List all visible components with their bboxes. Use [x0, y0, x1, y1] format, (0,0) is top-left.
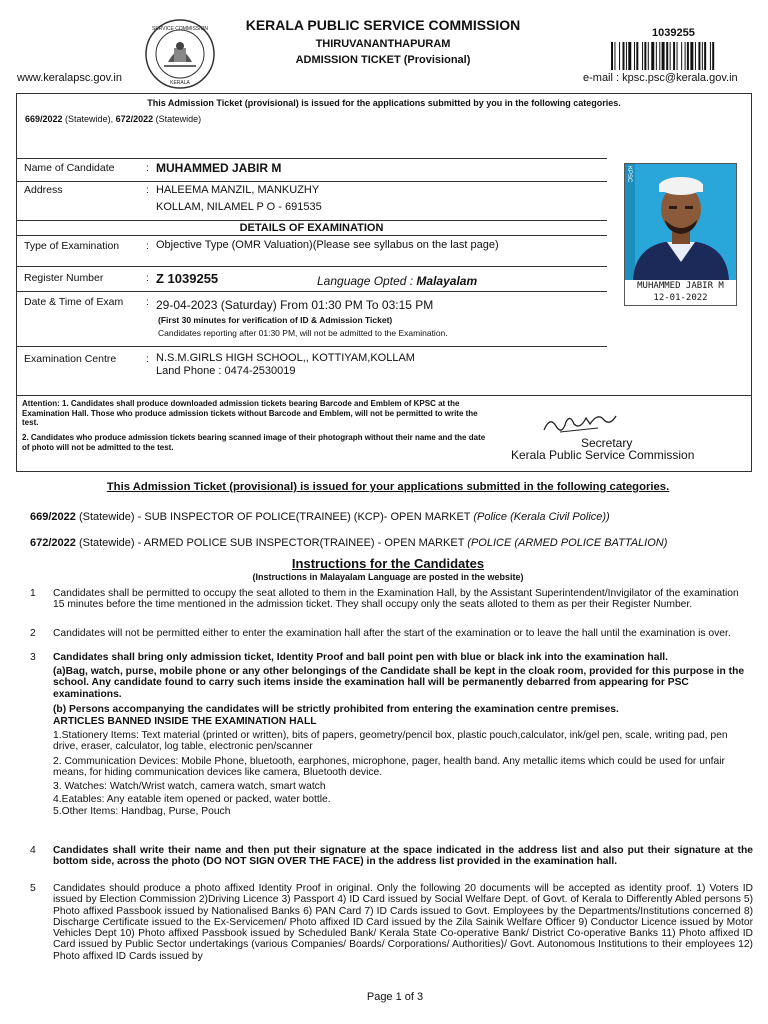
banned-item-2: 2. Communication Devices: Mobile Phone, bluetooth, earphones, microphone, pager, health band. Any metallic items which could be used for unfair means, for hiding communication devices like camera, Bluetooth device. — [53, 756, 725, 779]
cat1-scope: (Statewide), — [62, 114, 116, 124]
instruction-number: 1 — [30, 588, 36, 599]
barcode-bar — [673, 42, 675, 70]
divider — [16, 158, 607, 159]
colon: : — [146, 353, 149, 365]
barcode-bar — [642, 42, 643, 70]
barcode-bar — [704, 42, 706, 70]
colon: : — [146, 272, 149, 284]
banned-item-3: 3. Watches: Watch/Wrist watch, camera watch, smart watch — [53, 781, 326, 792]
barcode-bar — [648, 42, 649, 70]
photo-date: 12-01-2022 — [653, 293, 708, 303]
photo-name: MUHAMMED JABIR M — [637, 281, 724, 291]
org-title: KERALA PUBLIC SERVICE COMMISSION — [245, 17, 521, 33]
instruction-5: Candidates should produce a photo affixed Identity Proof in original. Only the following 20 documents will be accepted as identity proof. 1) Voters ID issued by Election Commission 2)Driving Licence 3) Passport 4) ID Card issued by Social Welfare Dept. of Govt. of Kerala to Differently Abled persons 5) Photo affixed Passbook issued by Nationalised Banks 6) PAN Card 7) ID Cards issued to Govt. Employees by the Departments/Institutions concerned 8) Discharge Certificate issued to the Ex-Servicemen/ Photo affixed ID Card issued by the Zila Sainik Welfare Officer 9) Conductor Licence issued by Motor Vehicles Dept 10) Photo affixed Passbook issued by Scheduled Bank/ Kerala State Co-operative Bank/ District Co-operative Banks 11) Photo affixed ID Card issued by Public Sector undertakings (various Companies/ Boards/ Corporations/ Authorities)/ Govt. Autonomous Institutions to their employees 12) Photo affixed ID Cards issued by — [53, 883, 753, 962]
instruction-1: Candidates shall be permitted to occupy the seat alloted to them in the Examination Hall, by the Assistant Superintendent/Invigilator of the examination 15 minutes before the time mentioned in the admission ticket. They shall occupy only the seats alloted to them as per their Register Number. — [53, 588, 739, 611]
cat2-scope: (Statewide) — [153, 114, 202, 124]
colon: : — [146, 162, 149, 174]
divider — [16, 291, 607, 292]
barcode-bar — [712, 42, 714, 70]
datetime-label: Date & Time of Exam — [24, 296, 124, 308]
secretary-signature-graphic — [540, 406, 620, 436]
barcode-bar — [670, 42, 671, 70]
attention-note-2: 2. Candidates who produce admission tickets bearing scanned image of their photograph without their name and the date of photo will not be admitted to the test. — [22, 433, 486, 452]
name-label: Name of Candidate — [24, 162, 115, 174]
ticket-intro: This Admission Ticket (provisional) is issued for the applications submitted by you in the following categories. — [147, 98, 621, 108]
barcode-bar — [623, 42, 625, 70]
barcode-bar — [687, 42, 689, 70]
colon: : — [146, 184, 149, 196]
categories-heading: This Admission Ticket (provisional) is issued for your applications submitted in the following categories. — [106, 481, 670, 493]
candidate-photo — [624, 163, 737, 306]
register-label: Register Number — [24, 272, 104, 284]
barcode-bar — [619, 42, 620, 70]
barcode-bar — [695, 42, 696, 70]
address-label: Address — [24, 184, 63, 196]
divider — [16, 181, 607, 182]
category-code: 669/2022 — [30, 511, 76, 523]
divider — [16, 346, 607, 347]
instruction-4: Candidates shall write their name and then put their signature at the space indicated in the address list and also put their signature at the bottom side, across the photo (DO NOT SIGN OVER THE FACE) in the address list provided in the examination hall. — [53, 845, 753, 868]
category-text: (Statewide) - SUB INSPECTOR OF POLICE(TRAINEE) (KCP)- OPEN MARKET — [75, 511, 474, 523]
banned-item-1: 1.Stationery Items: Text material (printed or written), bits of papers, geometry/pencil box, plastic pouch,calculator, ink/gel pen, scale, writing pad, pen drive, eraser, calculator, log table, electronic pen/scanner — [53, 730, 728, 753]
instruction-3-main: Candidates shall bring only admission ticket, Identity Proof and ball point pen with blue or black ink into the examination hall. — [53, 652, 669, 663]
barcode-bar — [614, 42, 615, 70]
cat1-code: 669/2022 — [25, 114, 63, 124]
address-line1: HALEEMA MANZIL, MANKUZHY — [156, 184, 320, 196]
barcode-bar — [611, 42, 613, 70]
attention-note-1: Attention: 1. Candidates shall produce downloaded admission tickets bearing Barcode and Emblem of KPSC at the Examination Hall. Those who produce admission tickets without Barcode and Emblem, will not be permitted to write the test. — [22, 399, 478, 427]
svg-text:KERALA: KERALA — [170, 80, 190, 86]
land-phone: Land Phone : 0474-2530019 — [156, 365, 296, 377]
instruction-number: 2 — [30, 628, 36, 639]
ticket-categories-line — [25, 114, 201, 124]
barcode-bar — [681, 42, 682, 70]
cat2-code: 672/2022 — [115, 114, 154, 124]
language-label: Language Opted : — [317, 274, 417, 288]
website-link[interactable]: www.keralapsc.gov.in — [17, 72, 122, 84]
barcode-bar — [634, 42, 635, 70]
barcode-bar — [690, 42, 693, 70]
divider — [16, 220, 607, 221]
address-line2: KOLLAM, NILAMEL P O - 691535 — [156, 201, 322, 213]
barcode-bar — [685, 42, 686, 70]
barcode-bar — [677, 42, 678, 70]
barcode-image — [611, 42, 747, 70]
category-code: 672/2022 — [30, 537, 76, 549]
instruction-3b: (b) Persons accompanying the candidates will be strictly prohibited from entering the examination centre premises. — [53, 704, 619, 715]
late-note: Candidates reporting after 01:30 PM, will not be admitted to the Examination. — [158, 328, 448, 338]
instruction-3a: (a)Bag, watch, purse, mobile phone or any other belongings of the Candidate shall be kept in the cloak room, provided for this purpose in the school. Any candidate found to carry such items inside the examination hall will be permanently debarred from appearing for PSC examinations. — [53, 666, 745, 700]
instruction-number: 5 — [30, 883, 36, 894]
category-item-2 — [30, 537, 667, 549]
exam-type: Objective Type (OMR Valuation)(Please see syllabus on the last page) — [156, 239, 499, 251]
instruction-2: Candidates will not be permitted either to enter the examination hall after the start of the examination or to leave the hall until the examination is over. — [53, 628, 731, 639]
barcode-number: 1039255 — [652, 27, 695, 39]
category-text: (Statewide) - ARMED POLICE SUB INSPECTOR(TRAINEE) - OPEN MARKET — [75, 537, 468, 549]
exam-datetime: 29-04-2023 (Saturday) From 01:30 PM To 03:15 PM — [156, 298, 434, 312]
barcode-bar — [698, 42, 700, 70]
language-value: Malayalam — [416, 274, 478, 288]
instruction-number: 4 — [30, 845, 36, 856]
instructions-title: Instructions for the Candidates — [291, 556, 485, 571]
barcode-bar — [636, 42, 638, 70]
svg-text:SERVICE COMMISSION: SERVICE COMMISSION — [151, 26, 209, 32]
barcode-bar — [702, 42, 703, 70]
category-dept: (Police (Kerala Civil Police)) — [473, 511, 610, 523]
category-item-1 — [30, 511, 610, 523]
barcode-bar — [644, 42, 646, 70]
instruction-number: 3 — [30, 652, 36, 663]
photo-kpsc-tag: KPSC — [626, 166, 632, 183]
ticket-title: ADMISSION TICKET (Provisional) — [295, 54, 471, 66]
banned-item-5: 5.Other Items: Handbag, Purse, Pouch — [53, 806, 231, 817]
kpsc-emblem-seal — [144, 18, 216, 90]
category-dept: (POLICE (ARMED POLICE BATTALION) — [467, 537, 668, 549]
barcode-bar — [666, 42, 668, 70]
signature-title: Secretary — [581, 436, 633, 450]
divider — [16, 395, 752, 396]
barcode-bar — [710, 42, 711, 70]
page-number: Page 1 of 3 — [366, 991, 424, 1003]
barcode-bar — [659, 42, 660, 70]
barcode-bar — [662, 42, 665, 70]
barcode-bar — [628, 42, 631, 70]
banned-item-4: 4.Eatables: Any eatable item opened or packed, water bottle. — [53, 794, 331, 805]
banned-heading: ARTICLES BANNED INSIDE THE EXAMINATION HALL — [53, 716, 317, 727]
centre-label: Examination Centre — [24, 353, 117, 365]
type-label: Type of Examination — [24, 240, 120, 252]
barcode-bar — [656, 42, 657, 70]
email-address[interactable]: e-mail : kpsc.psc@kerala.gov.in — [583, 72, 738, 84]
verification-note: (First 30 minutes for verification of ID & Admission Ticket) — [158, 315, 393, 325]
details-heading: DETAILS OF EXAMINATION — [239, 222, 384, 234]
colon: : — [146, 296, 149, 308]
language-opted — [317, 274, 477, 288]
colon: : — [146, 240, 149, 252]
divider — [16, 235, 607, 236]
exam-centre: N.S.M.GIRLS HIGH SCHOOL,, KOTTIYAM,KOLLAM — [156, 352, 415, 364]
instructions-subtitle: (Instructions in Malayalam Language are posted in the website) — [252, 572, 524, 582]
barcode-bar — [626, 42, 627, 70]
register-number: Z 1039255 — [156, 271, 219, 286]
divider — [16, 266, 607, 267]
org-city: THIRUVANANTHAPURAM — [315, 38, 451, 50]
signature-org: Kerala Public Service Commission — [511, 448, 695, 462]
candidate-name: MUHAMMED JABIR M — [156, 161, 282, 175]
barcode-bar — [651, 42, 654, 70]
